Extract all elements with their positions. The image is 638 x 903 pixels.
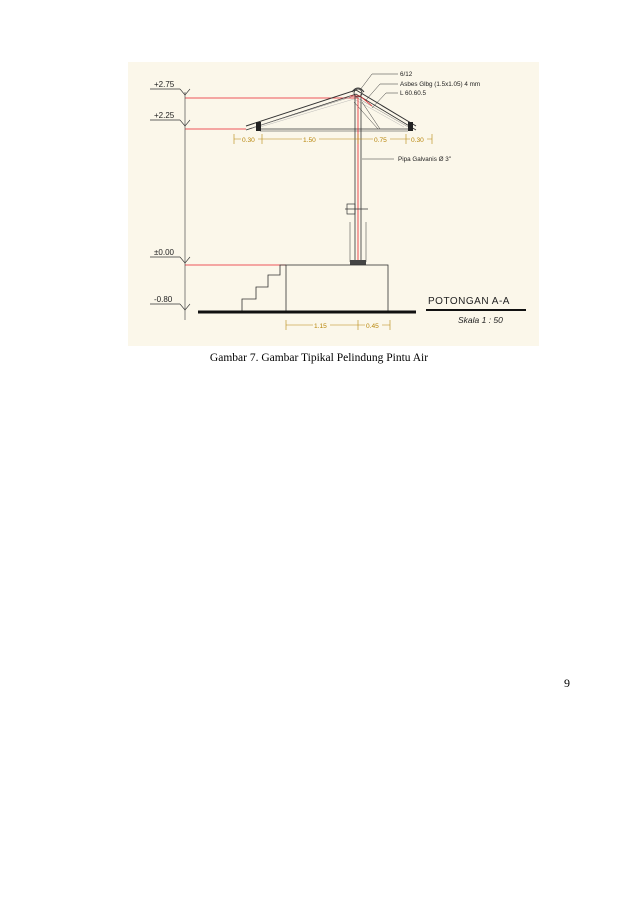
base-and-stairs bbox=[198, 265, 416, 312]
section-title-block bbox=[426, 296, 526, 325]
annotation-asbes: Asbes Glbg (1.5x1.05) 4 mm bbox=[400, 81, 481, 88]
section-scale: Skala 1 : 50 bbox=[458, 315, 503, 325]
dimension-base-045: 0.45 bbox=[366, 323, 379, 330]
level-markers bbox=[150, 80, 358, 320]
level-label-275: +2.75 bbox=[154, 80, 175, 89]
annotation-6-12: 6/12 bbox=[400, 71, 413, 78]
base-dimensions bbox=[286, 320, 390, 330]
dimension-base-115: 1.15 bbox=[314, 323, 327, 330]
roof bbox=[246, 88, 416, 131]
annotation-pipe: Pipa Galvanis Ø 3" bbox=[398, 156, 451, 163]
dimension-roof-150: 1.50 bbox=[303, 137, 316, 144]
dimension-roof-030-left: 0.30 bbox=[242, 137, 255, 144]
technical-drawing-figure bbox=[128, 62, 539, 346]
dimension-roof-030-right: 0.30 bbox=[411, 137, 424, 144]
figure-caption: Gambar 7. Gambar Tipikal Pelindung Pintu Air bbox=[209, 352, 429, 364]
roof-dimensions bbox=[234, 134, 432, 144]
section-title: POTONGAN A-A bbox=[428, 296, 510, 307]
level-label-080: -0.80 bbox=[154, 295, 173, 304]
dimension-roof-075: 0.75 bbox=[374, 137, 387, 144]
section-drawing bbox=[128, 62, 539, 346]
galvanized-pipe-post bbox=[345, 94, 368, 265]
level-label-225: +2.25 bbox=[154, 111, 175, 120]
level-label-000: ±0.00 bbox=[154, 248, 174, 257]
annotation-angle-steel: L 60.60.5 bbox=[400, 90, 427, 97]
page-number: 9 bbox=[564, 676, 570, 690]
annotations bbox=[360, 71, 480, 163]
